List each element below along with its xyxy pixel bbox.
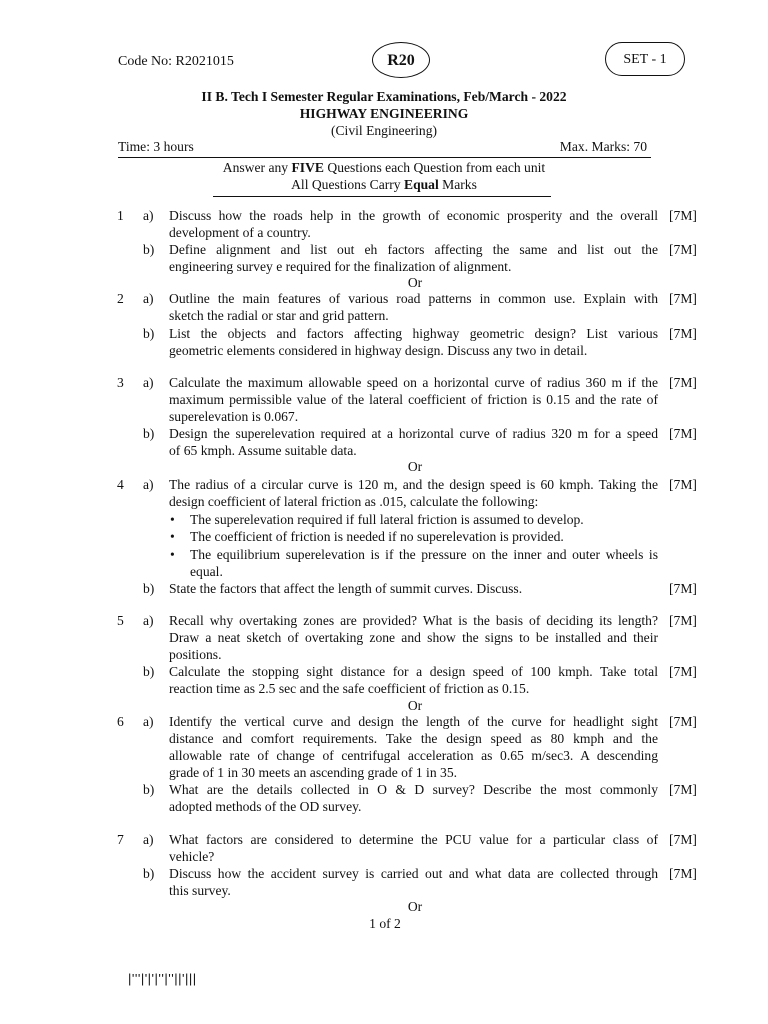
instruction-divider	[213, 196, 551, 197]
part-label: b)	[143, 782, 155, 797]
part-label: a)	[143, 832, 154, 847]
question-text: List the objects and factors affecting highway geometric design? List various geometric elements considered in highway design. Discuss any two in detail.	[169, 326, 658, 358]
time-allowed: Time: 3 hours	[118, 139, 194, 154]
part-label: a)	[143, 613, 154, 628]
bullet-text: The superelevation required if full lateral friction is assumed to develop.	[190, 512, 584, 527]
question-text: Identify the vertical curve and design the length of the curve for headlight sight distance and comfort requirements. Take the design speed as 80 kmph and the allowable rate of change of centrifugal acceleration as 0.65 m/sec3. A descending grade of 1 in 30 meets an ascending grade of 1 in 35.	[169, 714, 658, 780]
question-number: 1	[117, 208, 124, 223]
barcode-mark: |'''|'|'|''|''||'|||	[128, 971, 197, 986]
subject-title: HIGHWAY ENGINEERING	[299, 106, 469, 121]
bullet-text-continued: equal.	[190, 564, 223, 579]
part-label: b)	[143, 664, 155, 679]
set-badge: SET - 1	[605, 42, 685, 76]
question-text: Discuss how the accident survey is carried out and what data are collected through this survey.	[169, 866, 658, 898]
question-text: Calculate the maximum allowable speed on a horizontal curve of radius 360 m if the maximum permissible value of the lateral coefficient of friction is 0.15 and the rate of superelevation is 0.067.	[169, 375, 658, 424]
part-label: a)	[143, 208, 154, 223]
question-number: 6	[117, 714, 124, 729]
bullet-point: •	[170, 512, 175, 527]
marks-label: [7M]	[669, 714, 697, 729]
question-text: Define alignment and list out eh factors affecting the same and list out the engineering survey e required for the finalization of alignment.	[169, 242, 658, 274]
marks-label: [7M]	[669, 375, 697, 390]
part-label: a)	[143, 477, 154, 492]
question-number: 5	[117, 613, 124, 628]
instruction-line-2: All Questions Carry Equal Marks	[291, 177, 477, 192]
marks-label: [7M]	[669, 477, 697, 492]
or-separator: Or	[407, 275, 423, 290]
marks-label: [7M]	[669, 291, 697, 306]
marks-label: [7M]	[669, 208, 697, 223]
question-number: 2	[117, 291, 124, 306]
question-number: 4	[117, 477, 124, 492]
question-number: 3	[117, 375, 124, 390]
question-text: What are the details collected in O & D survey? Describe the most commonly adopted methods of the OD survey.	[169, 782, 658, 814]
marks-label: [7M]	[669, 426, 697, 441]
question-text: What factors are considered to determine the PCU value for a particular class of vehicle?	[169, 832, 658, 864]
marks-label: [7M]	[669, 782, 697, 797]
question-text: Discuss how the roads help in the growth of economic prosperity and the overall development of a country.	[169, 208, 658, 240]
part-label: b)	[143, 581, 155, 596]
marks-label: [7M]	[669, 613, 697, 628]
or-separator: Or	[407, 899, 423, 914]
branch-name: (Civil Engineering)	[330, 123, 438, 138]
bullet-point: •	[170, 547, 175, 562]
part-label: b)	[143, 426, 155, 441]
question-text: State the factors that affect the length of summit curves. Discuss.	[169, 581, 523, 596]
question-text: The radius of a circular curve is 120 m, and the design speed is 60 kmph. Taking the design coefficient of lateral friction as .015, calculate the following:	[169, 477, 658, 509]
bullet-point: •	[170, 529, 175, 544]
exam-title: II B. Tech I Semester Regular Examinations, Feb/March - 2022	[201, 89, 567, 104]
part-label: b)	[143, 866, 155, 881]
or-separator: Or	[407, 459, 423, 474]
max-marks: Max. Marks: 70	[559, 139, 647, 154]
or-separator: Or	[407, 698, 423, 713]
marks-label: [7M]	[669, 832, 697, 847]
marks-label: [7M]	[669, 664, 697, 679]
code-number: Code No: R2021015	[118, 54, 234, 69]
part-label: b)	[143, 326, 155, 341]
question-text: Recall why overtaking zones are provided? What is the basis of deciding its length? Draw a neat sketch of overtaking zone and show the signs to be installed and their positions.	[169, 613, 658, 662]
marks-label: [7M]	[669, 326, 697, 341]
marks-label: [7M]	[669, 581, 697, 596]
page-number: 1 of 2	[369, 916, 401, 931]
part-label: a)	[143, 714, 154, 729]
question-text: Calculate the stopping sight distance for a design speed of 100 kmph. Take total reaction time as 2.5 sec and the safe coefficient of friction as 0.15.	[169, 664, 658, 696]
bullet-text: The coefficient of friction is needed if no superelevation is provided.	[190, 529, 564, 544]
instruction-line-1: Answer any FIVE Questions each Question from each unit	[222, 160, 546, 175]
part-label: b)	[143, 242, 155, 257]
bullet-text: The equilibrium superelevation is if the pressure on the inner and outer wheels is	[190, 547, 658, 562]
question-text: Outline the main features of various road patterns in common use. Explain with sketch the radial or star and grid pattern.	[169, 291, 658, 323]
part-label: a)	[143, 375, 154, 390]
marks-label: [7M]	[669, 242, 697, 257]
question-number: 7	[117, 832, 124, 847]
header-divider	[118, 157, 651, 158]
marks-label: [7M]	[669, 866, 697, 881]
question-text: Design the superelevation required at a horizontal curve of radius 320 m for a speed of 65 kmph. Assume suitable data.	[169, 426, 658, 458]
part-label: a)	[143, 291, 154, 306]
regulation-badge: R20	[372, 42, 430, 78]
